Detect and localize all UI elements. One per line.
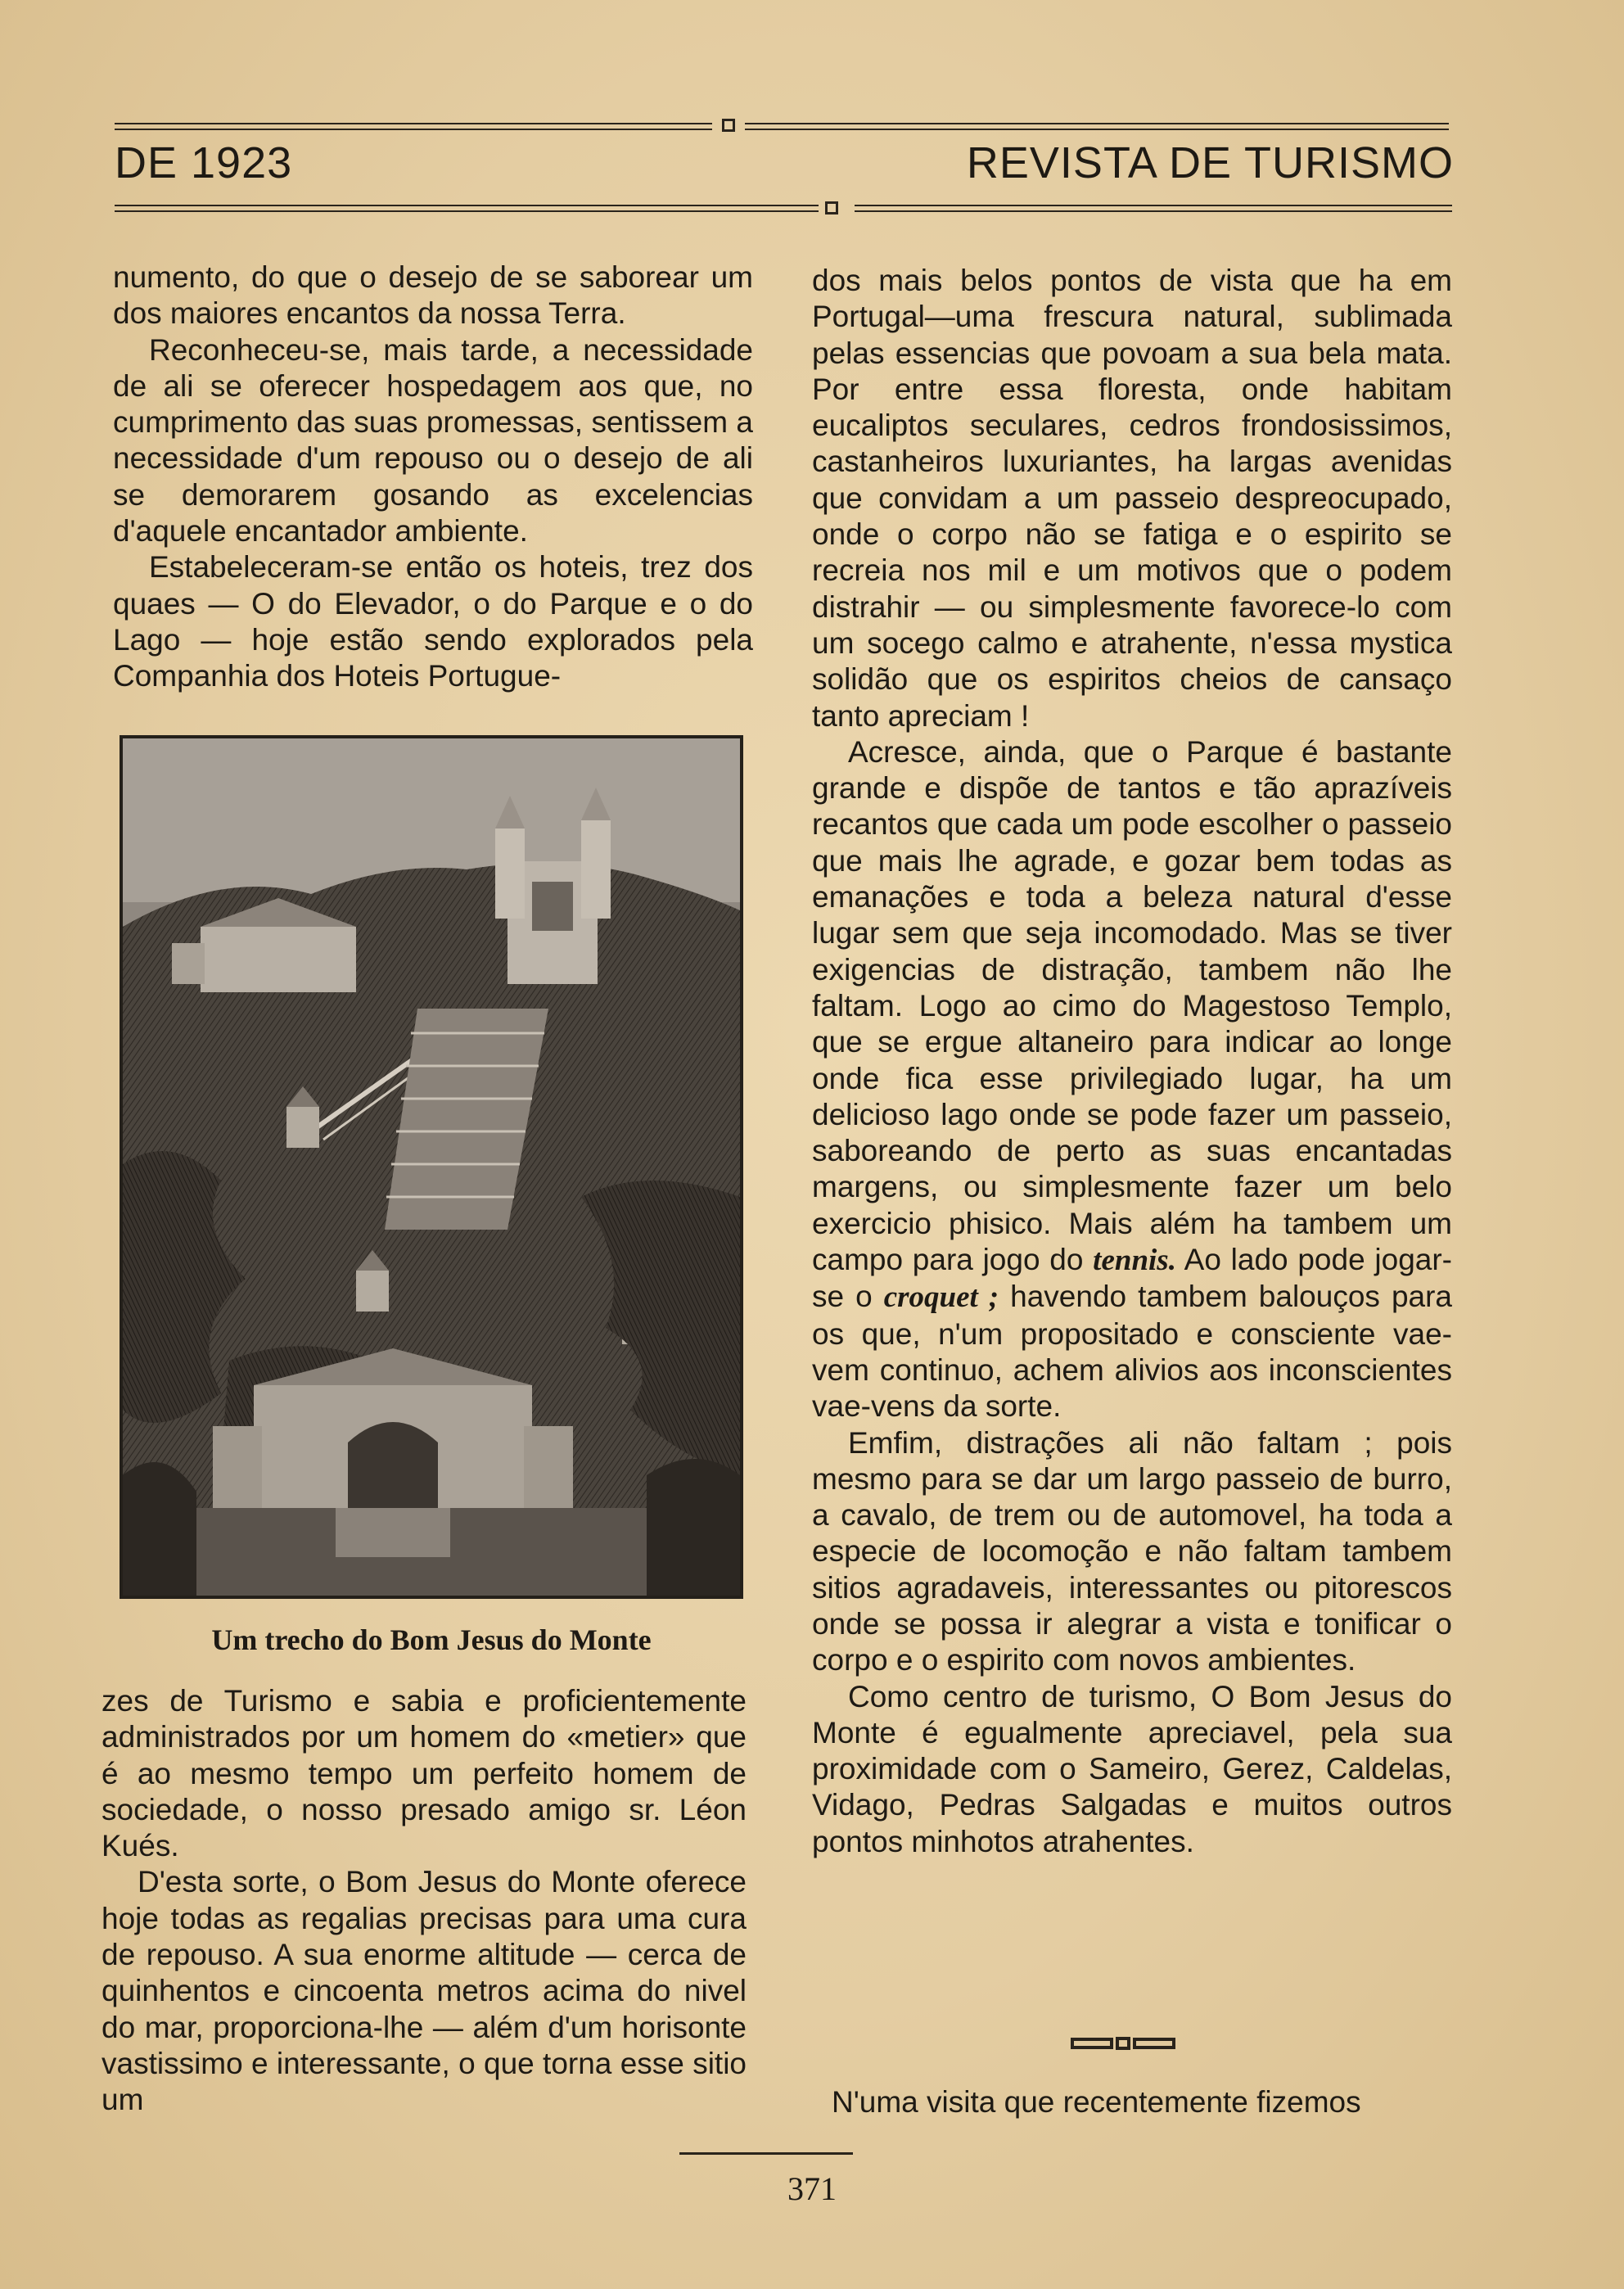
header-date: DE 1923 — [115, 138, 293, 187]
paragraph: Emfim, distrações ali não faltam ; pois mesmo para se dar um largo passeio de burro, a cavalo, de trem ou de automovel, ha toda a especie de locomoção e não faltam tambem sitios agradaveis, interessantes ou pitorescos onde se possa ir alegrar a vista e tonificar o corpo e o espirito com novos ambientes. — [812, 1425, 1452, 1677]
paragraph: numento, do que o desejo de se saborear um dos maiores encantos da nossa Terra. — [113, 260, 753, 331]
paragraph: Reconheceu-se, mais tarde, a necessidade de ali se oferecer hospedagem aos que, no cumprimento das suas promessas, sentissem a necessidade d'um repouso ou o desejo de ali se demorarem gosando as excelencias d'aquele encantador ambiente. — [113, 332, 753, 549]
paragraph: N'uma visita que recentemente fizemos — [832, 2085, 1361, 2119]
emphasis-croquet: croquet ; — [883, 1280, 999, 1315]
paragraph-text: Acresce, ainda, que o Parque é bastante grande e dispõe de tantos e tão aprazíveis recantos que cada um pode escolher o passeio que mais lhe agrade, e gozar bem todas as emanações e toda a beleza natural d'esse lugar sem que seja incomodado. Mas se tiver exigencias de distração, tambem não lhe faltam. Logo ao cimo do Magestoso Templo, que se ergue altaneiro para indicar ao longe onde fica esse privilegiado lugar, ha um delicioso lago onde se pode fazer um passeio, saboreando de perto as suas encantadas margens, ou simplesmente fazer um belo exercicio phisico. Mais além ha tambem um campo para jogo do — [812, 734, 1452, 1277]
right-column — [812, 263, 1452, 1860]
paragraph-text: havendo tambem balouços para os que, n'um propositado e consciente vae-vem continuo, achem alivios aos inconscientes vae-vens da sorte. — [812, 1280, 1452, 1424]
paragraph: Estabeleceram-se então os hoteis, trez dos quaes — O do Elevador, o do Parque e o do Lago — hoje estão sendo explorados pela Companhia dos Hoteis Portugue- — [113, 550, 753, 693]
paragraph-sports — [812, 734, 1452, 1425]
right-column-closing-line — [812, 2084, 1452, 2120]
engraving-illustration — [123, 738, 740, 1596]
header-bottom-rule-left — [115, 205, 819, 212]
page-number-rule — [679, 2152, 853, 2155]
left-column-top — [113, 260, 753, 695]
paragraph: D'esta sorte, o Bom Jesus do Monte oferece hoje todas as regalias precisas para uma cura de repouso. A sua enorme altitude — cerca de quinhentos e cincoenta metros acima do nivel do mar, proporciona-lhe — além d'um horisonte vastissimo e interessante, o que torna esse sitio um — [102, 1865, 747, 2117]
header-top-rule-left — [115, 123, 712, 130]
page-number: 371 — [787, 2170, 837, 2207]
header-journal-title: REVISTA DE TURISMO — [966, 138, 1454, 187]
paragraph: zes de Turismo e sabia e proficientemente administrados por um homem do «metier» que é ao mesmo tempo um perfeito homem de sociedade, o nosso presado amigo sr. Léon Kués. — [102, 1684, 747, 1863]
paragraph: dos mais belos pontos de vista que ha em Portugal—uma frescura natural, sublimada pelas essencias que povoam a sua bela mata. Por entre essa floresta, onde habitam eucaliptos seculares, cedros frondosissimos, castanheiros luxuriantes, ha largas avenidas que convidam a um passeio despreocupado, onde o corpo não se fatiga e o espirito se recreia nos mil e um motivos que o podem distrahir — ou simplesmente favorece-lo com um socego calmo e atrahente, n'essa mystica solidão que os espiritos cheios de cansaço tanto apreciam ! — [812, 264, 1452, 733]
emphasis-tennis: tennis. — [1093, 1244, 1176, 1278]
paragraph: Como centro de turismo, O Bom Jesus do Monte é egualmente apreciavel, pela sua proximidade com o Sameiro, Gerez, Caldelas, Vidago, Pedras Salgadas e muitos outros pontos minhotos atrahentes. — [812, 1679, 1452, 1858]
section-separator-ornament — [1071, 2035, 1177, 2052]
figure-photo-bom-jesus — [120, 735, 743, 1599]
paragraph-text: Ao lado pode jogar-se o — [812, 1243, 1452, 1314]
header-bottom-ornament — [825, 201, 838, 214]
header-top-ornament — [722, 119, 735, 132]
figure-caption: Um trecho do Bom Jesus do Monte — [211, 1623, 652, 1656]
header-bottom-rule-right — [855, 205, 1452, 212]
left-column-bottom — [102, 1683, 747, 2119]
header-top-rule-right — [745, 123, 1449, 130]
